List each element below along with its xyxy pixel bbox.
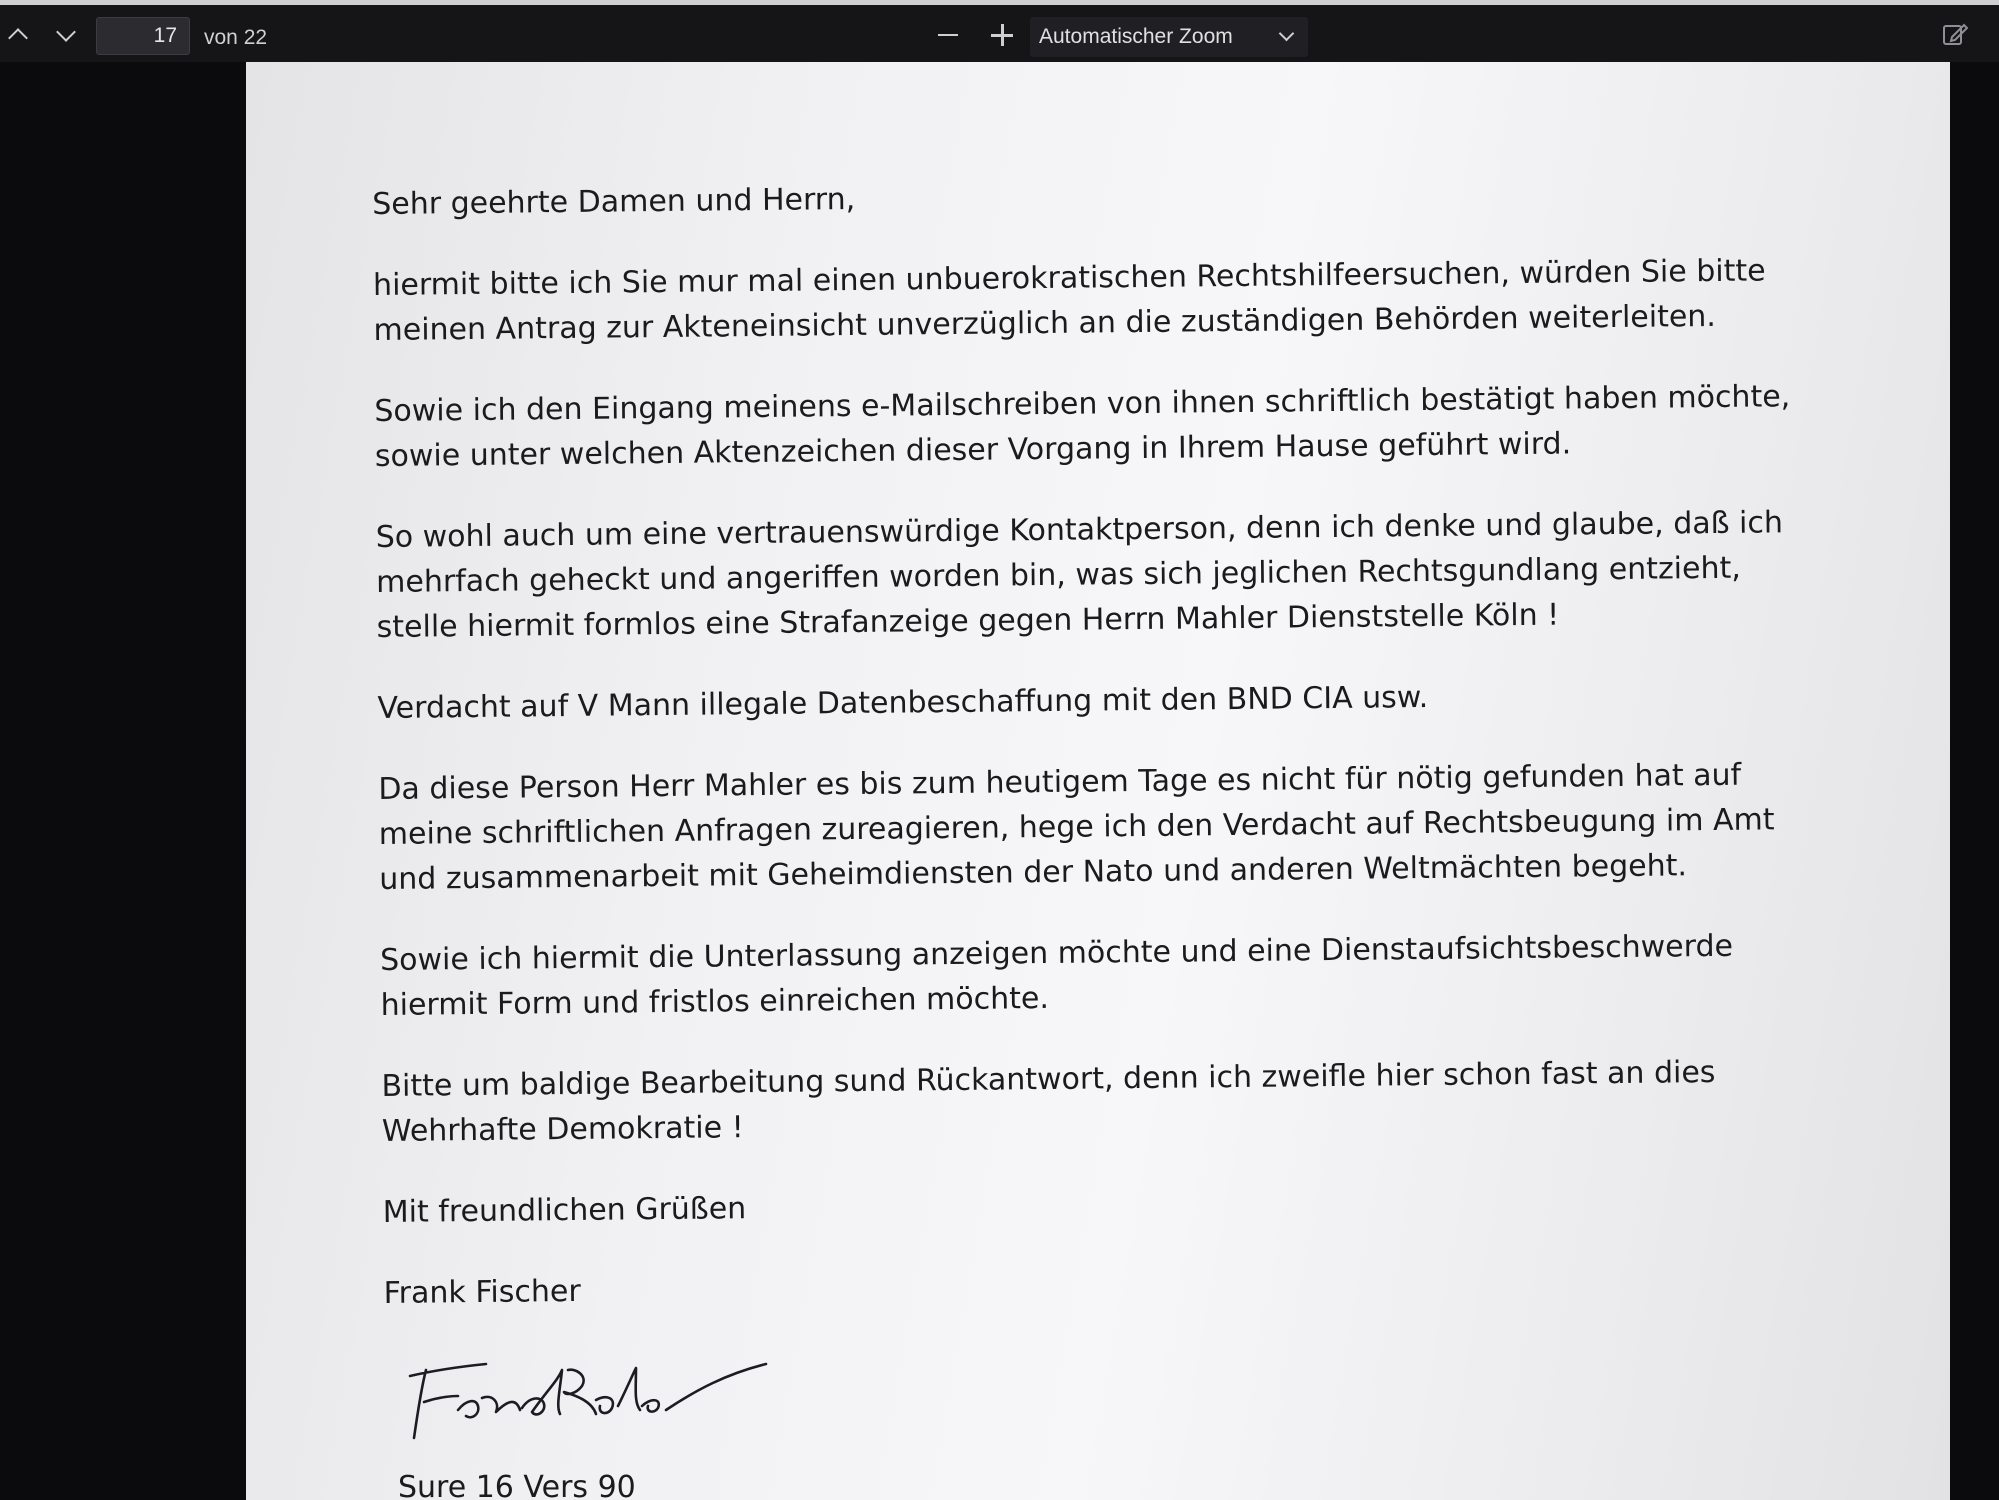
minus-icon [938,34,958,37]
chevron-down-icon [56,22,76,42]
closing: Mit freundlichen Grüßen [382,1191,747,1230]
footer-quote: Sure 16 Vers 90 [398,1470,636,1500]
chevron-down-icon [1279,26,1295,42]
edit-icon[interactable] [1942,21,1968,47]
plus-icon [991,24,1013,46]
handwritten-signature [396,1340,776,1450]
pdf-toolbar [0,0,1999,62]
paragraph-1: hiermit bitte ich Sie mur mal einen unbuerokratischen Rechtshilfeersuchen, würden Sie bitte meinen Antrag zur Akteneinsicht unverzüglich an die zuständigen Behörden weiterleiten. [372,253,1766,348]
page-number-input[interactable] [96,17,190,55]
paragraph-7: Bitte um baldige Bearbeitung sund Rückantwort, denn ich zweifle hier schon fast an dies Wehrhafte Demokratie ! [381,1054,1716,1149]
sender-name: Frank Fischer [383,1273,581,1311]
page-count-label: von 22 [204,26,268,49]
zoom-out-button[interactable] [930,17,966,53]
paragraph-4: Verdacht auf V Mann illegale Datenbeschaffung mit den BND CIA usw. [377,679,1429,726]
paragraph-3: So wohl auch um eine vertrauenswürdige Kontaktperson, denn ich denke und glaube, daß ich mehrfach geheckt und angeriffen worden bin, was sich jeglichen Rechtsgundlang entzieht, stelle hiermit formlos eine Strafanzeige gegen Herrn Mahler Dienststelle Köln ! [375,505,1784,645]
pdf-page [246,62,1950,1500]
previous-page-button[interactable] [0,17,36,53]
paragraph-6: Sowie ich hiermit die Unterlassung anzeigen möchte und eine Dienstaufsichtsbeschwerde hiermit Form und fristlos einreichen möchte. [379,928,1734,1023]
chevron-up-icon [8,28,28,48]
zoom-in-button[interactable] [984,17,1020,53]
paragraph-2: Sowie ich den Eingang meinens e-Mailschreiben von ihnen schriftlich bestätigt haben möchte, sowie unter welchen Aktenzeichen dieser Vorgang in Ihrem Hause geführt wird. [374,379,1791,474]
paragraph-5: Da diese Person Herr Mahler es bis zum heutigem Tage es nicht für nötig gefunden hat auf meine schriftlichen Anfragen zureagieren, hege ich den Verdacht auf Rechtsbeugung im Amt und zusammenarbeit mit Geheimdiensten der Nato und anderen Weltmächten begeht. [378,757,1775,897]
next-page-button[interactable] [48,17,84,53]
letter-body [372,167,1834,1352]
salutation: Sehr geehrte Damen und Herrn, [372,181,856,222]
zoom-select[interactable] [1030,17,1308,57]
zoom-select-label: Automatischer Zoom [1039,25,1233,48]
